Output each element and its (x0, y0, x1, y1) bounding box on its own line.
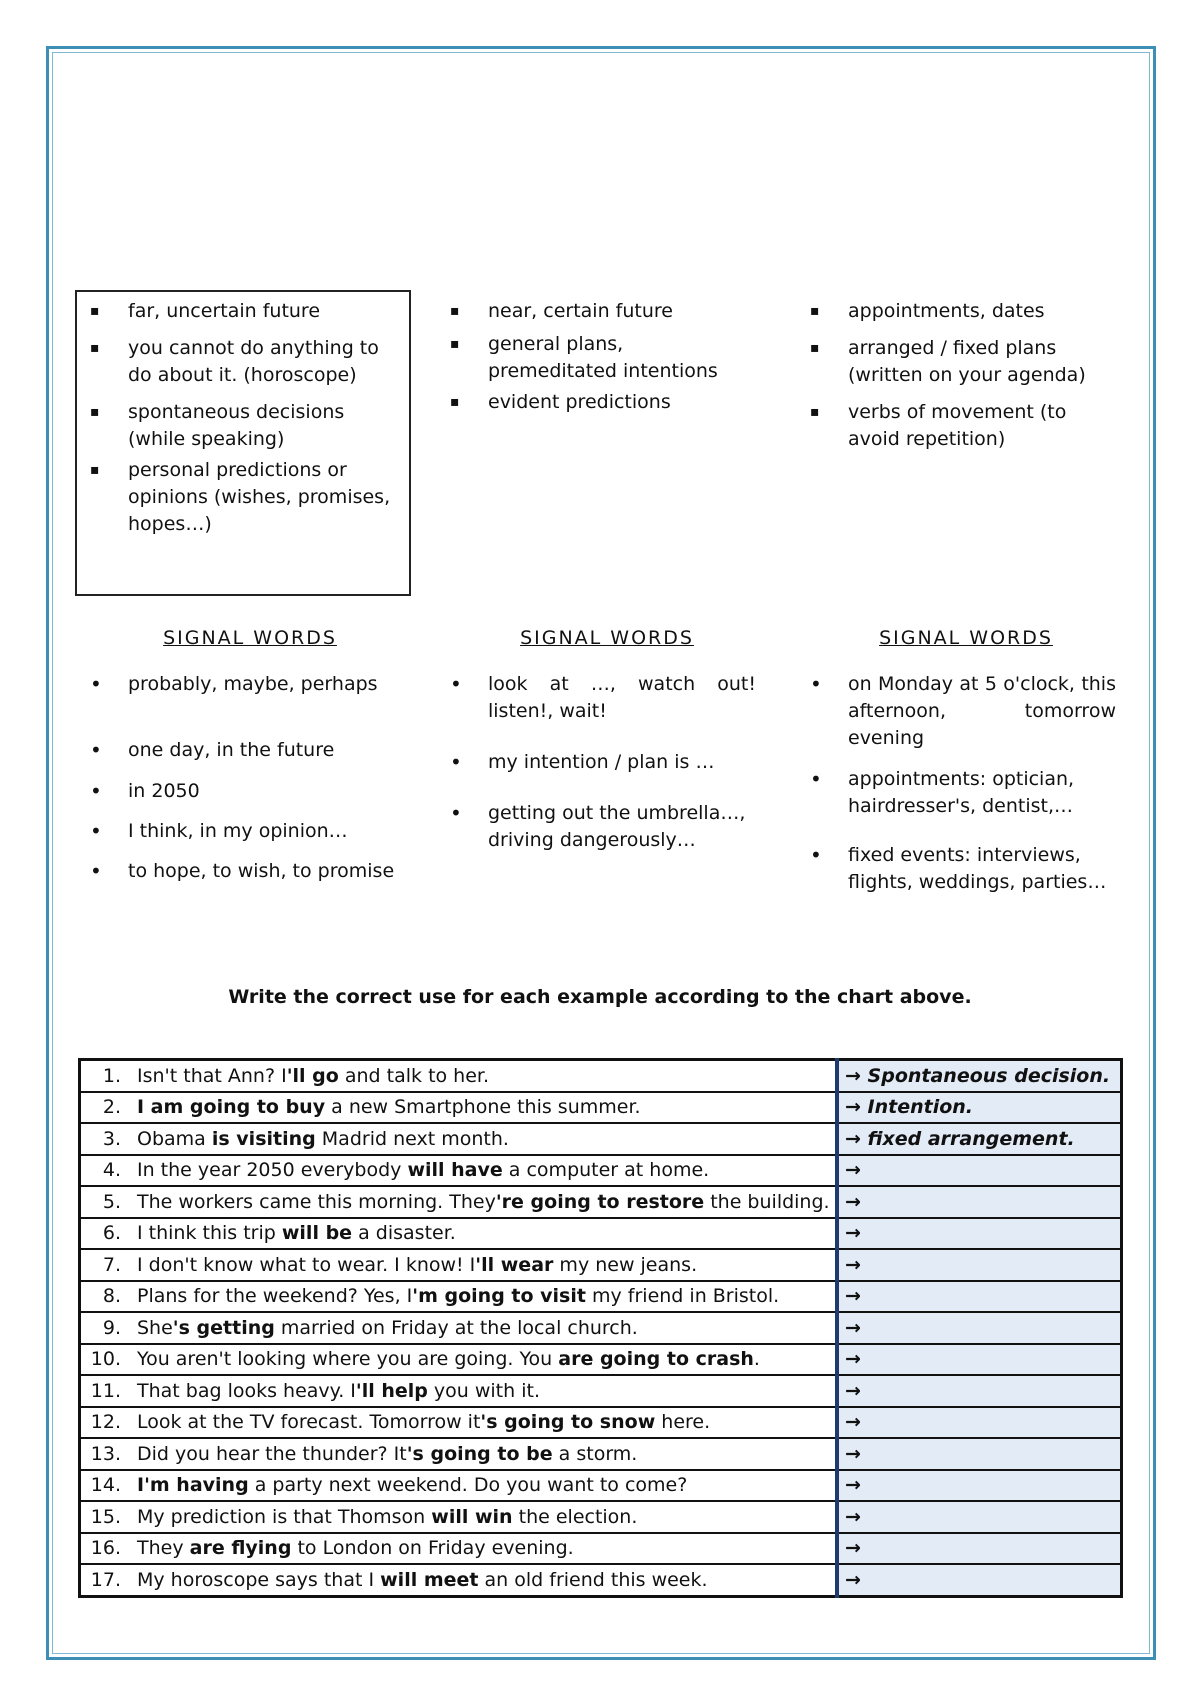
sentence-text: They (137, 1537, 190, 1560)
exercise-row (80, 1470, 1122, 1502)
exercise-number: 2. (80, 1092, 130, 1124)
sentence-verb-form: 're going to restore (495, 1190, 705, 1213)
sentence-verb-form: are flying (189, 1537, 292, 1560)
answer-field[interactable]: → (837, 1564, 1122, 1596)
use-item: ▪ spontaneous decisions (while speaking) (76, 399, 404, 453)
exercise-sentence (129, 1438, 837, 1470)
uses-column-present-continuous (796, 298, 1096, 463)
exercise-number: 7. (80, 1249, 130, 1281)
use-item: ▪ personal predictions or opinions (wishes, promises, hopes…) (76, 457, 404, 538)
signal-word-item: • appointments: optician, hairdresser's, dentist,… (796, 766, 1116, 820)
sentence-text: an old friend this week. (478, 1568, 708, 1591)
sentence-verb-form: 'll wear (475, 1253, 554, 1276)
sentence-verb-form: is visiting (211, 1127, 316, 1150)
sentence-verb-form: I am going to buy (137, 1096, 326, 1119)
sentence-verb-form: will win (431, 1505, 513, 1528)
sentence-text: a storm. (552, 1442, 638, 1465)
signal-word-item: • my intention / plan is … (436, 749, 756, 776)
sentence-verb-form: 's going to be (406, 1442, 553, 1465)
signal-words-heading: SIGNAL WORDS (520, 627, 694, 649)
exercise-row (80, 1533, 1122, 1565)
answer-field[interactable]: → Intention. (837, 1092, 1122, 1124)
use-item: ▪ general plans, premeditated intentions (436, 331, 736, 385)
exercise-sentence (129, 1344, 837, 1376)
exercise-row (80, 1281, 1122, 1313)
signal-words-column-going-to (436, 671, 756, 864)
sentence-text: and talk to her. (338, 1064, 490, 1087)
exercise-row (80, 1218, 1122, 1250)
sentence-verb-form: will meet (380, 1568, 479, 1591)
sentence-text: I don't know what to wear. I know! I (137, 1253, 476, 1276)
answer-field[interactable]: → fixed arrangement. (837, 1123, 1122, 1155)
exercise-sentence (129, 1281, 837, 1313)
sentence-verb-form: 'll help (355, 1379, 428, 1402)
signal-word-item: • getting out the umbrella…, driving dangerously… (436, 800, 756, 854)
exercise-sentence (129, 1375, 837, 1407)
exercise-number: 17. (80, 1564, 130, 1596)
answer-field[interactable]: → (837, 1281, 1122, 1313)
exercise-instruction: Write the correct use for each example according to the chart above. (228, 986, 972, 1008)
exercise-number: 5. (80, 1186, 130, 1218)
exercise-sentence (129, 1186, 837, 1218)
answer-field[interactable]: → (837, 1407, 1122, 1439)
sentence-text: Obama (137, 1127, 212, 1150)
exercise-row (80, 1092, 1122, 1124)
sentence-text: The workers came this morning. They (137, 1190, 496, 1213)
sentence-text: She (137, 1316, 173, 1339)
sentence-text: My horoscope says that I (137, 1568, 381, 1591)
sentence-text: my new jeans. (553, 1253, 698, 1276)
uses-column-will (76, 298, 404, 548)
sentence-text: I think this trip (137, 1222, 282, 1245)
sentence-verb-form: are going to crash (558, 1348, 754, 1371)
sentence-text: my friend in Bristol. (585, 1285, 780, 1308)
sentence-text: married on Friday at the local church. (274, 1316, 638, 1339)
sentence-text: a party next weekend. Do you want to come? (248, 1474, 688, 1497)
use-item: ▪ arranged / fixed plans (written on your agenda) (796, 335, 1096, 389)
use-item: ▪ far, uncertain future (76, 298, 404, 325)
answer-field[interactable]: → (837, 1218, 1122, 1250)
sentence-text: here. (655, 1411, 711, 1434)
signal-word-item: • fixed events: interviews, flights, weddings, parties… (796, 842, 1116, 896)
sentence-text: My prediction is that Thomson (137, 1505, 432, 1528)
sentence-text: the election. (512, 1505, 638, 1528)
exercise-number: 4. (80, 1155, 130, 1187)
uses-column-going-to (436, 298, 736, 426)
answer-field[interactable]: → (837, 1155, 1122, 1187)
signal-word-item: • I think, in my opinion… (76, 818, 396, 845)
signal-word-item: • one day, in the future (76, 737, 396, 764)
answer-field[interactable]: → (837, 1344, 1122, 1376)
sentence-text: You aren't looking where you are going. You (137, 1348, 559, 1371)
answer-field[interactable]: → (837, 1375, 1122, 1407)
exercise-number: 12. (80, 1407, 130, 1439)
sentence-text: a new Smartphone this summer. (325, 1096, 641, 1119)
exercise-row (80, 1186, 1122, 1218)
answer-field[interactable]: → Spontaneous decision. (837, 1060, 1122, 1092)
exercise-sentence (129, 1312, 837, 1344)
answer-field[interactable]: → (837, 1470, 1122, 1502)
exercise-number: 13. (80, 1438, 130, 1470)
use-item: ▪ near, certain future (436, 298, 736, 325)
sentence-text: Look at the TV forecast. Tomorrow it (137, 1411, 481, 1434)
sentence-text: Isn't that Ann? I (137, 1064, 287, 1087)
exercise-sentence (129, 1533, 837, 1565)
exercise-number: 14. (80, 1470, 130, 1502)
exercise-row (80, 1344, 1122, 1376)
sentence-verb-form: 'm going to visit (412, 1285, 586, 1308)
exercise-number: 8. (80, 1281, 130, 1313)
sentence-verb-form: 's getting (172, 1316, 275, 1339)
exercise-number: 10. (80, 1344, 130, 1376)
sentence-text: Madrid next month. (315, 1127, 509, 1150)
exercise-sentence (129, 1123, 837, 1155)
exercise-row (80, 1060, 1122, 1092)
answer-field[interactable]: → (837, 1438, 1122, 1470)
exercise-row (80, 1407, 1122, 1439)
use-item: ▪ evident predictions (436, 389, 736, 416)
sentence-verb-form: will have (407, 1159, 503, 1182)
signal-word-item: • in 2050 (76, 778, 396, 805)
exercise-row (80, 1312, 1122, 1344)
sentence-text: the building. (704, 1190, 830, 1213)
signal-words-column-will (76, 671, 396, 895)
use-item: ▪ appointments, dates (796, 298, 1096, 325)
exercise-number: 15. (80, 1501, 130, 1533)
signal-words-heading: SIGNAL WORDS (879, 627, 1053, 649)
sentence-verb-form: I'm having (137, 1474, 249, 1497)
signal-word-item: • probably, maybe, perhaps (76, 671, 396, 698)
exercise-sentence (129, 1092, 837, 1124)
exercise-sentence (129, 1155, 837, 1187)
exercise-sentence (129, 1501, 837, 1533)
signal-words-heading: SIGNAL WORDS (163, 627, 337, 649)
sentence-text: That bag looks heavy. I (137, 1379, 356, 1402)
use-item: ▪ you cannot do anything to do about it. (horoscope) (76, 335, 404, 389)
exercise-row (80, 1438, 1122, 1470)
sentence-verb-form: 'll go (286, 1064, 339, 1087)
sentence-text: a computer at home. (502, 1159, 710, 1182)
sentence-text: you with it. (427, 1379, 540, 1402)
sentence-text: Did you hear the thunder? It (137, 1442, 407, 1465)
signal-word-item: • to hope, to wish, to promise (76, 858, 396, 885)
exercise-number: 9. (80, 1312, 130, 1344)
answer-field[interactable]: → (837, 1501, 1122, 1533)
sentence-text: In the year 2050 everybody (137, 1159, 408, 1182)
exercise-number: 3. (80, 1123, 130, 1155)
exercise-sentence (129, 1218, 837, 1250)
answer-field[interactable]: → (837, 1533, 1122, 1565)
signal-word-item: • look at …, watch out! listen!, wait! (436, 671, 756, 725)
exercise-sentence (129, 1470, 837, 1502)
exercise-sentence (129, 1564, 837, 1596)
signal-word-item: • on Monday at 5 o'clock, this afternoon, tomorrow evening (796, 671, 1116, 752)
exercise-sentence (129, 1060, 837, 1092)
exercise-row (80, 1155, 1122, 1187)
exercise-number: 16. (80, 1533, 130, 1565)
sentence-verb-form: 's going to snow (480, 1411, 656, 1434)
exercise-sentence (129, 1407, 837, 1439)
exercise-number: 1. (80, 1060, 130, 1092)
exercise-sentence (129, 1249, 837, 1281)
exercise-row (80, 1375, 1122, 1407)
sentence-text: a disaster. (352, 1222, 456, 1245)
exercise-number: 6. (80, 1218, 130, 1250)
sentence-text: Plans for the weekend? Yes, I (137, 1285, 413, 1308)
exercise-row (80, 1501, 1122, 1533)
exercise-row (80, 1249, 1122, 1281)
exercise-table (78, 1058, 1123, 1598)
answer-field[interactable]: → (837, 1249, 1122, 1281)
exercise-row (80, 1564, 1122, 1596)
sentence-text: . (753, 1348, 760, 1371)
sentence-text: to London on Friday evening. (291, 1537, 574, 1560)
exercise-number: 11. (80, 1375, 130, 1407)
answer-field[interactable]: → (837, 1312, 1122, 1344)
signal-words-column-present-continuous (796, 671, 1116, 906)
use-item: ▪ verbs of movement (to avoid repetition) (796, 399, 1096, 453)
answer-field[interactable]: → (837, 1186, 1122, 1218)
exercise-row (80, 1123, 1122, 1155)
sentence-verb-form: will be (281, 1222, 353, 1245)
